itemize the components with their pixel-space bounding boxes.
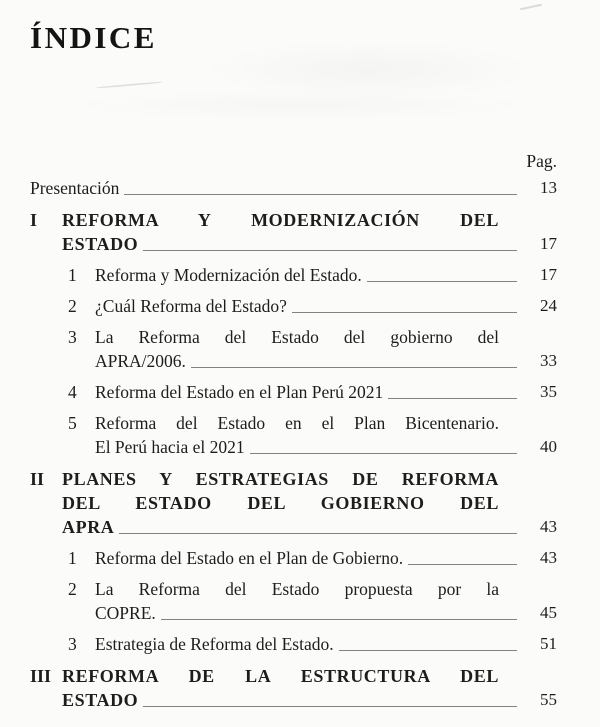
entry-text: Reforma del Estado en el Plan Perú 2021	[95, 382, 384, 402]
entry-text: ESTADO	[62, 234, 139, 254]
entry-text: DEL ESTADO DEL GOBIERNO DEL	[62, 493, 499, 513]
toc-entry	[30, 577, 557, 625]
entry-label: I	[30, 210, 38, 230]
page-number: 43	[540, 517, 557, 536]
entry-text: REFORMA DE LA ESTRUCTURA DEL	[62, 666, 499, 686]
page-number: 45	[540, 603, 557, 622]
page-number: 51	[540, 634, 557, 653]
toc-entry	[30, 380, 557, 404]
leader-line	[339, 650, 517, 651]
page-number: 13	[540, 178, 557, 197]
scan-artifact	[95, 81, 163, 89]
page-number: 17	[540, 234, 557, 253]
entry-label: 1	[68, 548, 77, 568]
scan-artifact	[520, 4, 542, 11]
toc-entry	[30, 263, 557, 287]
leader-line	[292, 312, 517, 313]
toc-entry	[30, 176, 557, 200]
page-number: 24	[540, 296, 557, 315]
toc-entry	[30, 632, 557, 656]
entry-text: ESTADO	[62, 690, 139, 710]
entry-text: APRA	[62, 517, 115, 537]
entry-text: COPRE.	[95, 603, 156, 623]
leader-line	[161, 619, 517, 620]
entry-text: Presentación	[30, 178, 120, 198]
entry-label: 1	[68, 265, 77, 285]
leader-line	[250, 453, 517, 454]
toc-entry	[30, 664, 557, 712]
page-number: 35	[540, 382, 557, 401]
leader-line	[191, 367, 517, 368]
entry-label: 4	[68, 382, 77, 402]
leader-line	[408, 564, 517, 565]
page-number: 55	[540, 690, 557, 709]
entry-text: PLANES Y ESTRATEGIAS DE REFORMA	[62, 469, 499, 489]
page-number: 17	[540, 265, 557, 284]
scan-artifact	[60, 90, 540, 120]
page-number: 33	[540, 351, 557, 370]
entry-text: Reforma del Estado en el Plan de Gobierno.	[95, 548, 404, 568]
entry-text: La Reforma del Estado del gobierno del	[95, 327, 499, 347]
leader-line	[143, 250, 517, 251]
toc-entry	[30, 325, 557, 373]
toc-entry	[30, 208, 557, 256]
entry-label: 3	[68, 634, 77, 654]
entry-label: 2	[68, 296, 77, 316]
leader-line	[367, 281, 517, 282]
entry-label: 5	[68, 413, 77, 433]
entry-label: III	[30, 666, 52, 686]
leader-line	[388, 398, 517, 399]
page-column-header: Pag.	[526, 151, 557, 171]
toc-entry	[30, 467, 557, 539]
page-number: 43	[540, 548, 557, 567]
entry-text: Estrategia de Reforma del Estado.	[95, 634, 334, 654]
page-number: 40	[540, 437, 557, 456]
toc-entry	[30, 546, 557, 570]
leader-line	[124, 194, 517, 195]
entry-label: 2	[68, 579, 77, 599]
leader-line	[143, 706, 517, 707]
entry-text: Reforma y Modernización del Estado.	[95, 265, 362, 285]
entry-label: 3	[68, 327, 77, 347]
toc-entry	[30, 411, 557, 459]
toc-entry	[30, 294, 557, 318]
leader-line	[119, 533, 517, 534]
entry-text: La Reforma del Estado propuesta por la	[95, 579, 499, 599]
entry-text: REFORMA Y MODERNIZACIÓN DEL	[62, 210, 499, 230]
entry-text: Reforma del Estado en el Plan Bicentenario.	[95, 413, 499, 433]
entry-text: El Perú hacia el 2021	[95, 437, 245, 457]
page-title: ÍNDICE	[30, 20, 157, 55]
entry-label: II	[30, 469, 45, 489]
entry-text: APRA/2006.	[95, 351, 186, 371]
entry-text: ¿Cuál Reforma del Estado?	[95, 296, 287, 316]
